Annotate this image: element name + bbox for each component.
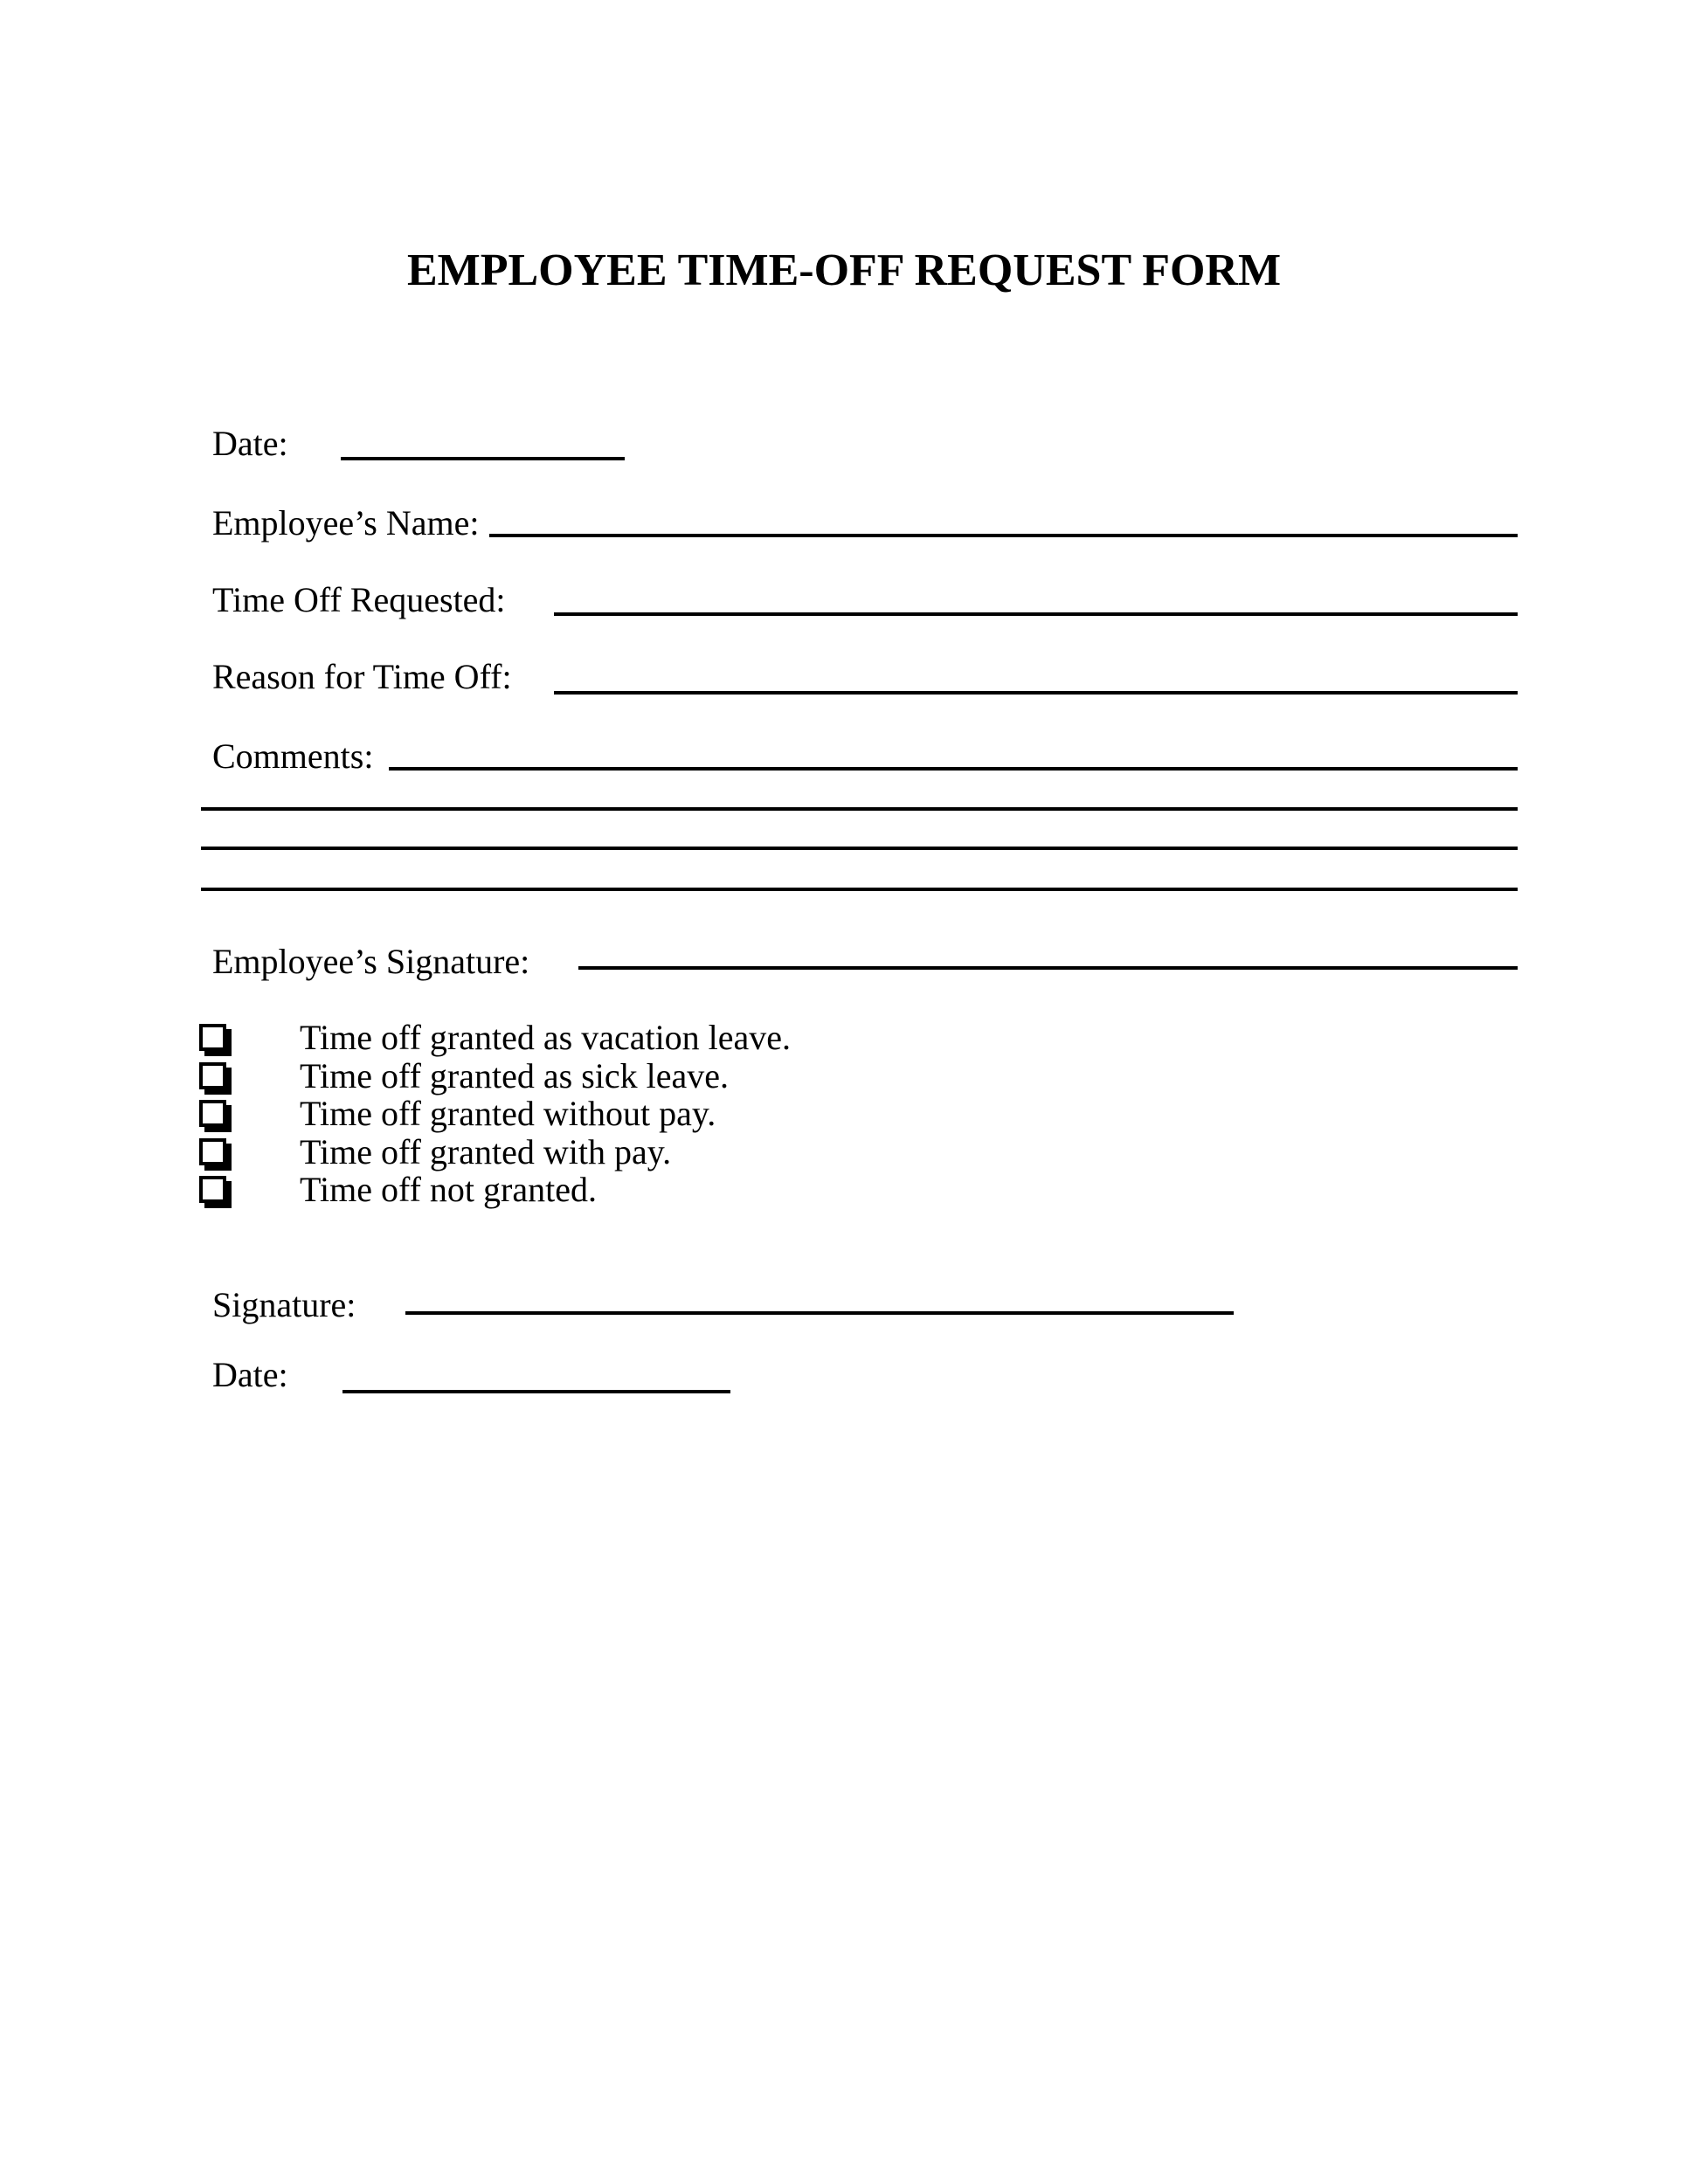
comments-fill-line-4[interactable] (201, 888, 1518, 891)
time-off-requested-label: Time Off Requested: (212, 580, 506, 619)
comments-fill-line-1[interactable] (389, 767, 1518, 771)
approval-option-row (199, 1095, 791, 1133)
employee-name-label: Employee’s Name: (212, 503, 480, 543)
comments-fill-line-2[interactable] (201, 807, 1518, 811)
comments-fill-line-3[interactable] (201, 847, 1518, 850)
reason-for-time-off-label: Reason for Time Off: (212, 657, 512, 696)
approval-option-row (199, 1057, 791, 1095)
approval-option-label: Time off granted without pay. (300, 1094, 716, 1133)
approval-option-label: Time off granted as sick leave. (300, 1055, 729, 1095)
form-title: EMPLOYEE TIME-OFF REQUEST FORM (406, 245, 1282, 295)
reason-for-time-off-fill-line[interactable] (554, 691, 1518, 695)
approver-date-label: Date: (212, 1355, 288, 1394)
approver-signature-label: Signature: (212, 1285, 356, 1324)
approval-option-label: Time off not granted. (300, 1170, 597, 1209)
employee-name-fill-line[interactable] (489, 534, 1518, 537)
checkbox-icon[interactable] (199, 1100, 226, 1127)
approval-option-label: Time off granted as vacation leave. (300, 1018, 792, 1057)
comments-label: Comments: (212, 736, 374, 776)
time-off-requested-fill-line[interactable] (554, 612, 1518, 616)
checkbox-icon[interactable] (199, 1024, 226, 1051)
employee-signature-fill-line[interactable] (578, 966, 1518, 970)
date-fill-line[interactable] (341, 457, 625, 460)
approval-option-row (199, 1133, 791, 1171)
approver-signature-fill-line[interactable] (405, 1311, 1234, 1315)
checkbox-icon[interactable] (199, 1062, 226, 1089)
checkbox-icon[interactable] (199, 1176, 226, 1203)
approval-option-row (199, 1019, 791, 1057)
checkbox-icon[interactable] (199, 1138, 226, 1165)
employee-signature-label: Employee’s Signature: (212, 942, 530, 981)
approval-option-row (199, 1171, 791, 1209)
approval-option-label: Time off granted with pay. (300, 1131, 672, 1171)
approver-date-fill-line[interactable] (342, 1390, 730, 1393)
date-label: Date: (212, 424, 288, 463)
approval-options-list (199, 1019, 791, 1209)
